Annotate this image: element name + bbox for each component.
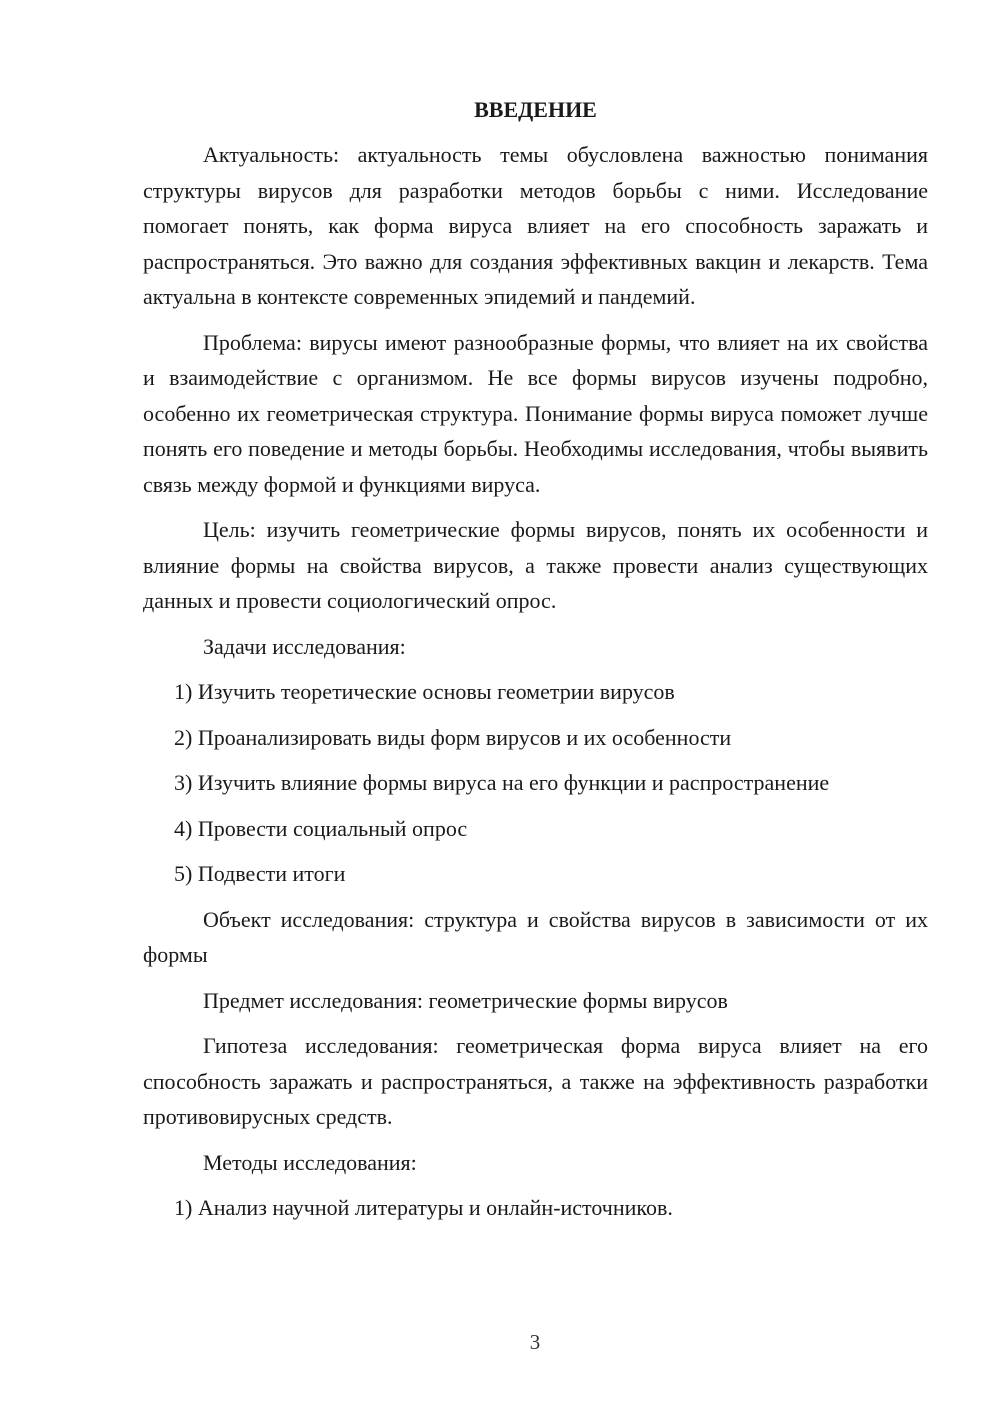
task-item-1: 1) Изучить теоретические основы геометрии вирусов — [174, 679, 675, 704]
tasks-list — [143, 674, 928, 892]
methods-title: Методы исследования: — [203, 1149, 417, 1175]
paragraph-relevance: Актуальность: актуальность темы обусловлена важностью понимания структуры вирусов для разработки методов борьбы с ними. Исследование помогает понять, как форма вируса влияет на его способность заражать и распространяться. Это важно для создания эффективных вакцин и лекарств. Тема актуальна в контексте современных эпидемий и пандемий. — [143, 142, 928, 309]
methods-list — [143, 1190, 928, 1226]
paragraph-object: Объект исследования: структура и свойства вирусов в зависимости от их формы — [143, 906, 928, 967]
tasks-title: Задачи исследования: — [203, 633, 406, 659]
document-page — [143, 92, 928, 1236]
paragraph-subject: Предмет исследования: геометрические формы вирусов — [203, 987, 728, 1013]
task-item-2: 2) Проанализировать виды форм вирусов и их особенности — [174, 724, 732, 750]
paragraph-hypothesis: Гипотеза исследования: геометрическая форма вируса влияет на его способность заражать и распространяться, а также на эффективность разработки противовирусных средств. — [143, 1033, 928, 1129]
paragraph-problem: Проблема: вирусы имеют разнообразные формы, что влияет на их свойства и взаимодействие с организмом. Не все формы вирусов изучены подробно, особенно их геометрическая структура. Понимание формы вируса поможет лучше понять его поведение и методы борьбы. Необходимы исследования, чтобы выявить связь между формой и функциями вируса. — [143, 329, 928, 497]
section-heading: ВВЕДЕНИЕ — [474, 97, 597, 122]
method-item-1: 1) Анализ научной литературы и онлайн-источников. — [174, 1195, 673, 1220]
task-item-3: 3) Изучить влияние формы вируса на его функции и распространение — [174, 770, 830, 795]
task-item-5: 5) Подвести итоги — [174, 861, 346, 886]
task-item-4: 4) Провести социальный опрос — [174, 815, 468, 841]
paragraph-goal: Цель: изучить геометрические формы вирусов, понять их особенности и влияние формы на свойства вирусов, а также провести анализ существующих данных и провести социологический опрос. — [143, 517, 928, 613]
page-number: 3 — [529, 1330, 541, 1354]
